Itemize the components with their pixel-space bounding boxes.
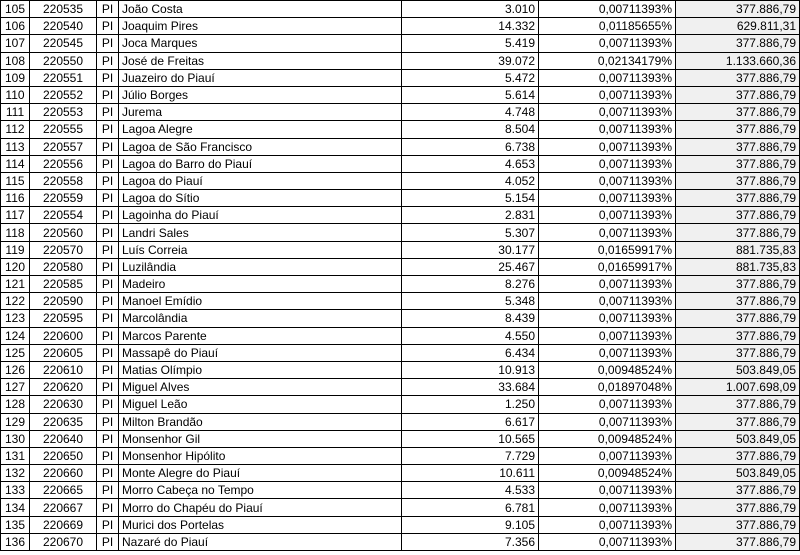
ibge-code-cell: 220558	[30, 172, 97, 189]
amount-cell: 377.886,79	[676, 138, 800, 155]
ibge-code-cell: 220580	[30, 258, 97, 275]
row-number-cell: 123	[1, 310, 30, 327]
municipality-name-cell: Marcolândia	[119, 310, 402, 327]
amount-cell: 377.886,79	[676, 327, 800, 344]
municipality-name-cell: Luzilândia	[119, 258, 402, 275]
amount-cell: 377.886,79	[676, 121, 800, 138]
state-cell: PI	[97, 379, 119, 396]
municipality-name-cell: Lagoa do Piauí	[119, 172, 402, 189]
table-row	[1, 241, 800, 258]
municipality-name-cell: Monsenhor Hipólito	[119, 447, 402, 464]
municipality-name-cell: Matias Olímpio	[119, 361, 402, 378]
state-cell: PI	[97, 155, 119, 172]
ibge-code-cell: 220667	[30, 499, 97, 516]
percentage-cell: 0,00711393%	[539, 482, 676, 499]
state-cell: PI	[97, 465, 119, 482]
row-number-cell: 131	[1, 447, 30, 464]
table-row	[1, 276, 800, 293]
population-cell: 5.307	[402, 224, 539, 241]
percentage-cell: 0,00711393%	[539, 310, 676, 327]
amount-cell: 377.886,79	[676, 447, 800, 464]
amount-cell: 377.886,79	[676, 482, 800, 499]
amount-cell: 503.849,05	[676, 361, 800, 378]
table-row	[1, 86, 800, 103]
population-cell: 4.748	[402, 104, 539, 121]
row-number-cell: 136	[1, 533, 30, 550]
amount-cell: 881.735,83	[676, 241, 800, 258]
table-row	[1, 310, 800, 327]
state-cell: PI	[97, 396, 119, 413]
amount-cell: 377.886,79	[676, 35, 800, 52]
ibge-code-cell: 220560	[30, 224, 97, 241]
population-cell: 5.154	[402, 190, 539, 207]
table-row	[1, 465, 800, 482]
percentage-cell: 0,00711393%	[539, 293, 676, 310]
row-number-cell: 122	[1, 293, 30, 310]
percentage-cell: 0,01185655%	[539, 18, 676, 35]
ibge-code-cell: 220555	[30, 121, 97, 138]
percentage-cell: 0,00711393%	[539, 499, 676, 516]
amount-cell: 377.886,79	[676, 516, 800, 533]
table-row	[1, 430, 800, 447]
municipality-name-cell: Lagoinha do Piauí	[119, 207, 402, 224]
ibge-code-cell: 220595	[30, 310, 97, 327]
municipality-name-cell: Massapê do Piauí	[119, 344, 402, 361]
row-number-cell: 105	[1, 1, 30, 18]
state-cell: PI	[97, 104, 119, 121]
state-cell: PI	[97, 241, 119, 258]
state-cell: PI	[97, 18, 119, 35]
table-row	[1, 138, 800, 155]
table-row	[1, 18, 800, 35]
municipality-name-cell: Júlio Borges	[119, 86, 402, 103]
population-cell: 6.617	[402, 413, 539, 430]
ibge-code-cell: 220600	[30, 327, 97, 344]
municipality-name-cell: Lagoa do Sítio	[119, 190, 402, 207]
table-row	[1, 207, 800, 224]
table-row	[1, 396, 800, 413]
percentage-cell: 0,00711393%	[539, 104, 676, 121]
table-row	[1, 155, 800, 172]
state-cell: PI	[97, 86, 119, 103]
municipality-name-cell: Joaquim Pires	[119, 18, 402, 35]
row-number-cell: 113	[1, 138, 30, 155]
amount-cell: 377.886,79	[676, 104, 800, 121]
amount-cell: 377.886,79	[676, 86, 800, 103]
row-number-cell: 111	[1, 104, 30, 121]
table-row	[1, 1, 800, 18]
percentage-cell: 0,00711393%	[539, 276, 676, 293]
state-cell: PI	[97, 172, 119, 189]
population-cell: 6.738	[402, 138, 539, 155]
state-cell: PI	[97, 310, 119, 327]
row-number-cell: 132	[1, 465, 30, 482]
row-number-cell: 117	[1, 207, 30, 224]
percentage-cell: 0,00711393%	[539, 155, 676, 172]
percentage-cell: 0,01659917%	[539, 258, 676, 275]
population-cell: 25.467	[402, 258, 539, 275]
state-cell: PI	[97, 138, 119, 155]
ibge-code-cell: 220650	[30, 447, 97, 464]
ibge-code-cell: 220669	[30, 516, 97, 533]
row-number-cell: 127	[1, 379, 30, 396]
row-number-cell: 121	[1, 276, 30, 293]
ibge-code-cell: 220550	[30, 52, 97, 69]
percentage-cell: 0,00711393%	[539, 138, 676, 155]
row-number-cell: 107	[1, 35, 30, 52]
ibge-code-cell: 220590	[30, 293, 97, 310]
table-row	[1, 413, 800, 430]
amount-cell: 377.886,79	[676, 344, 800, 361]
row-number-cell: 126	[1, 361, 30, 378]
population-cell: 7.356	[402, 533, 539, 550]
amount-cell: 377.886,79	[676, 69, 800, 86]
state-cell: PI	[97, 516, 119, 533]
amount-cell: 629.811,31	[676, 18, 800, 35]
percentage-cell: 0,00711393%	[539, 1, 676, 18]
amount-cell: 377.886,79	[676, 172, 800, 189]
ibge-code-cell: 220535	[30, 1, 97, 18]
municipality-name-cell: Manoel Emídio	[119, 293, 402, 310]
table-row	[1, 482, 800, 499]
state-cell: PI	[97, 258, 119, 275]
municipality-name-cell: Landri Sales	[119, 224, 402, 241]
population-cell: 4.653	[402, 155, 539, 172]
state-cell: PI	[97, 344, 119, 361]
ibge-code-cell: 220551	[30, 69, 97, 86]
table-row	[1, 447, 800, 464]
percentage-cell: 0,00711393%	[539, 207, 676, 224]
ibge-code-cell: 220670	[30, 533, 97, 550]
table-row	[1, 533, 800, 550]
amount-cell: 377.886,79	[676, 1, 800, 18]
amount-cell: 377.886,79	[676, 276, 800, 293]
table-row	[1, 258, 800, 275]
row-number-cell: 125	[1, 344, 30, 361]
ibge-code-cell: 220610	[30, 361, 97, 378]
ibge-code-cell: 220556	[30, 155, 97, 172]
state-cell: PI	[97, 293, 119, 310]
amount-cell: 1.133.660,36	[676, 52, 800, 69]
state-cell: PI	[97, 207, 119, 224]
percentage-cell: 0,00711393%	[539, 516, 676, 533]
ibge-code-cell: 220665	[30, 482, 97, 499]
state-cell: PI	[97, 413, 119, 430]
row-number-cell: 116	[1, 190, 30, 207]
amount-cell: 377.886,79	[676, 207, 800, 224]
row-number-cell: 134	[1, 499, 30, 516]
percentage-cell: 0,02134179%	[539, 52, 676, 69]
municipality-name-cell: Miguel Leão	[119, 396, 402, 413]
municipality-name-cell: Luís Correia	[119, 241, 402, 258]
amount-cell: 881.735,83	[676, 258, 800, 275]
row-number-cell: 120	[1, 258, 30, 275]
population-cell: 7.729	[402, 447, 539, 464]
ibge-code-cell: 220554	[30, 207, 97, 224]
municipality-name-cell: Jurema	[119, 104, 402, 121]
population-cell: 3.010	[402, 1, 539, 18]
table-row	[1, 190, 800, 207]
state-cell: PI	[97, 52, 119, 69]
ibge-code-cell: 220559	[30, 190, 97, 207]
population-cell: 39.072	[402, 52, 539, 69]
population-cell: 33.684	[402, 379, 539, 396]
row-number-cell: 112	[1, 121, 30, 138]
amount-cell: 377.886,79	[676, 533, 800, 550]
row-number-cell: 133	[1, 482, 30, 499]
state-cell: PI	[97, 430, 119, 447]
population-cell: 4.533	[402, 482, 539, 499]
ibge-code-cell: 220540	[30, 18, 97, 35]
population-cell: 9.105	[402, 516, 539, 533]
state-cell: PI	[97, 482, 119, 499]
population-cell: 5.419	[402, 35, 539, 52]
population-cell: 1.250	[402, 396, 539, 413]
population-cell: 5.348	[402, 293, 539, 310]
amount-cell: 377.886,79	[676, 155, 800, 172]
percentage-cell: 0,00711393%	[539, 344, 676, 361]
amount-cell: 377.886,79	[676, 413, 800, 430]
population-cell: 5.614	[402, 86, 539, 103]
municipality-name-cell: Murici dos Portelas	[119, 516, 402, 533]
percentage-cell: 0,00711393%	[539, 327, 676, 344]
percentage-cell: 0,00948524%	[539, 465, 676, 482]
ibge-code-cell: 220630	[30, 396, 97, 413]
municipality-name-cell: Morro Cabeça no Tempo	[119, 482, 402, 499]
population-cell: 8.439	[402, 310, 539, 327]
table-row	[1, 224, 800, 241]
municipality-name-cell: Morro do Chapéu do Piauí	[119, 499, 402, 516]
ibge-code-cell: 220570	[30, 241, 97, 258]
ibge-code-cell: 220635	[30, 413, 97, 430]
population-cell: 5.472	[402, 69, 539, 86]
state-cell: PI	[97, 121, 119, 138]
row-number-cell: 119	[1, 241, 30, 258]
table-row	[1, 69, 800, 86]
table-row	[1, 293, 800, 310]
percentage-cell: 0,00711393%	[539, 69, 676, 86]
ibge-code-cell: 220553	[30, 104, 97, 121]
percentage-cell: 0,01659917%	[539, 241, 676, 258]
row-number-cell: 128	[1, 396, 30, 413]
municipality-name-cell: João Costa	[119, 1, 402, 18]
population-cell: 10.913	[402, 361, 539, 378]
state-cell: PI	[97, 499, 119, 516]
row-number-cell: 114	[1, 155, 30, 172]
municipality-name-cell: Monte Alegre do Piauí	[119, 465, 402, 482]
row-number-cell: 124	[1, 327, 30, 344]
municipality-name-cell: Lagoa do Barro do Piauí	[119, 155, 402, 172]
municipality-name-cell: Nazaré do Piauí	[119, 533, 402, 550]
percentage-cell: 0,00711393%	[539, 533, 676, 550]
table-row	[1, 361, 800, 378]
amount-cell: 377.886,79	[676, 310, 800, 327]
row-number-cell: 129	[1, 413, 30, 430]
population-cell: 8.276	[402, 276, 539, 293]
state-cell: PI	[97, 1, 119, 18]
state-cell: PI	[97, 69, 119, 86]
ibge-code-cell: 220620	[30, 379, 97, 396]
municipality-name-cell: Joca Marques	[119, 35, 402, 52]
row-number-cell: 110	[1, 86, 30, 103]
percentage-cell: 0,00711393%	[539, 190, 676, 207]
percentage-cell: 0,00711393%	[539, 224, 676, 241]
percentage-cell: 0,00711393%	[539, 396, 676, 413]
municipality-name-cell: Juazeiro do Piauí	[119, 69, 402, 86]
table-body	[1, 1, 800, 551]
population-cell: 10.565	[402, 430, 539, 447]
population-cell: 8.504	[402, 121, 539, 138]
percentage-cell: 0,00948524%	[539, 361, 676, 378]
municipality-name-cell: Lagoa de São Francisco	[119, 138, 402, 155]
amount-cell: 377.886,79	[676, 190, 800, 207]
municipality-name-cell: Milton Brandão	[119, 413, 402, 430]
population-cell: 4.052	[402, 172, 539, 189]
ibge-code-cell: 220557	[30, 138, 97, 155]
ibge-code-cell: 220585	[30, 276, 97, 293]
table-row	[1, 344, 800, 361]
table-row	[1, 104, 800, 121]
ibge-code-cell: 220605	[30, 344, 97, 361]
municipality-name-cell: Miguel Alves	[119, 379, 402, 396]
amount-cell: 1.007.698,09	[676, 379, 800, 396]
amount-cell: 503.849,05	[676, 465, 800, 482]
row-number-cell: 109	[1, 69, 30, 86]
percentage-cell: 0,00711393%	[539, 172, 676, 189]
state-cell: PI	[97, 35, 119, 52]
row-number-cell: 108	[1, 52, 30, 69]
ibge-code-cell: 220552	[30, 86, 97, 103]
ibge-code-cell: 220640	[30, 430, 97, 447]
state-cell: PI	[97, 361, 119, 378]
table-row	[1, 172, 800, 189]
row-number-cell: 115	[1, 172, 30, 189]
table-row	[1, 121, 800, 138]
percentage-cell: 0,00711393%	[539, 413, 676, 430]
ibge-code-cell: 220545	[30, 35, 97, 52]
row-number-cell: 135	[1, 516, 30, 533]
state-cell: PI	[97, 327, 119, 344]
state-cell: PI	[97, 190, 119, 207]
municipality-name-cell: Marcos Parente	[119, 327, 402, 344]
percentage-cell: 0,00948524%	[539, 430, 676, 447]
percentage-cell: 0,00711393%	[539, 86, 676, 103]
row-number-cell: 118	[1, 224, 30, 241]
amount-cell: 377.886,79	[676, 293, 800, 310]
municipality-name-cell: Monsenhor Gil	[119, 430, 402, 447]
table-row	[1, 52, 800, 69]
percentage-cell: 0,01897048%	[539, 379, 676, 396]
municipality-name-cell: José de Freitas	[119, 52, 402, 69]
percentage-cell: 0,00711393%	[539, 35, 676, 52]
population-cell: 4.550	[402, 327, 539, 344]
table-row	[1, 516, 800, 533]
state-cell: PI	[97, 447, 119, 464]
amount-cell: 503.849,05	[676, 430, 800, 447]
state-cell: PI	[97, 276, 119, 293]
population-cell: 2.831	[402, 207, 539, 224]
amount-cell: 377.886,79	[676, 396, 800, 413]
table-row	[1, 35, 800, 52]
municipality-name-cell: Madeiro	[119, 276, 402, 293]
state-cell: PI	[97, 533, 119, 550]
population-cell: 10.611	[402, 465, 539, 482]
population-cell: 30.177	[402, 241, 539, 258]
row-number-cell: 130	[1, 430, 30, 447]
amount-cell: 377.886,79	[676, 224, 800, 241]
percentage-cell: 0,00711393%	[539, 121, 676, 138]
population-cell: 6.434	[402, 344, 539, 361]
percentage-cell: 0,00711393%	[539, 447, 676, 464]
state-cell: PI	[97, 224, 119, 241]
population-cell: 6.781	[402, 499, 539, 516]
table-row	[1, 327, 800, 344]
table-row	[1, 379, 800, 396]
amount-cell: 377.886,79	[676, 499, 800, 516]
row-number-cell: 106	[1, 18, 30, 35]
table-row	[1, 499, 800, 516]
ibge-code-cell: 220660	[30, 465, 97, 482]
municipality-name-cell: Lagoa Alegre	[119, 121, 402, 138]
population-cell: 14.332	[402, 18, 539, 35]
